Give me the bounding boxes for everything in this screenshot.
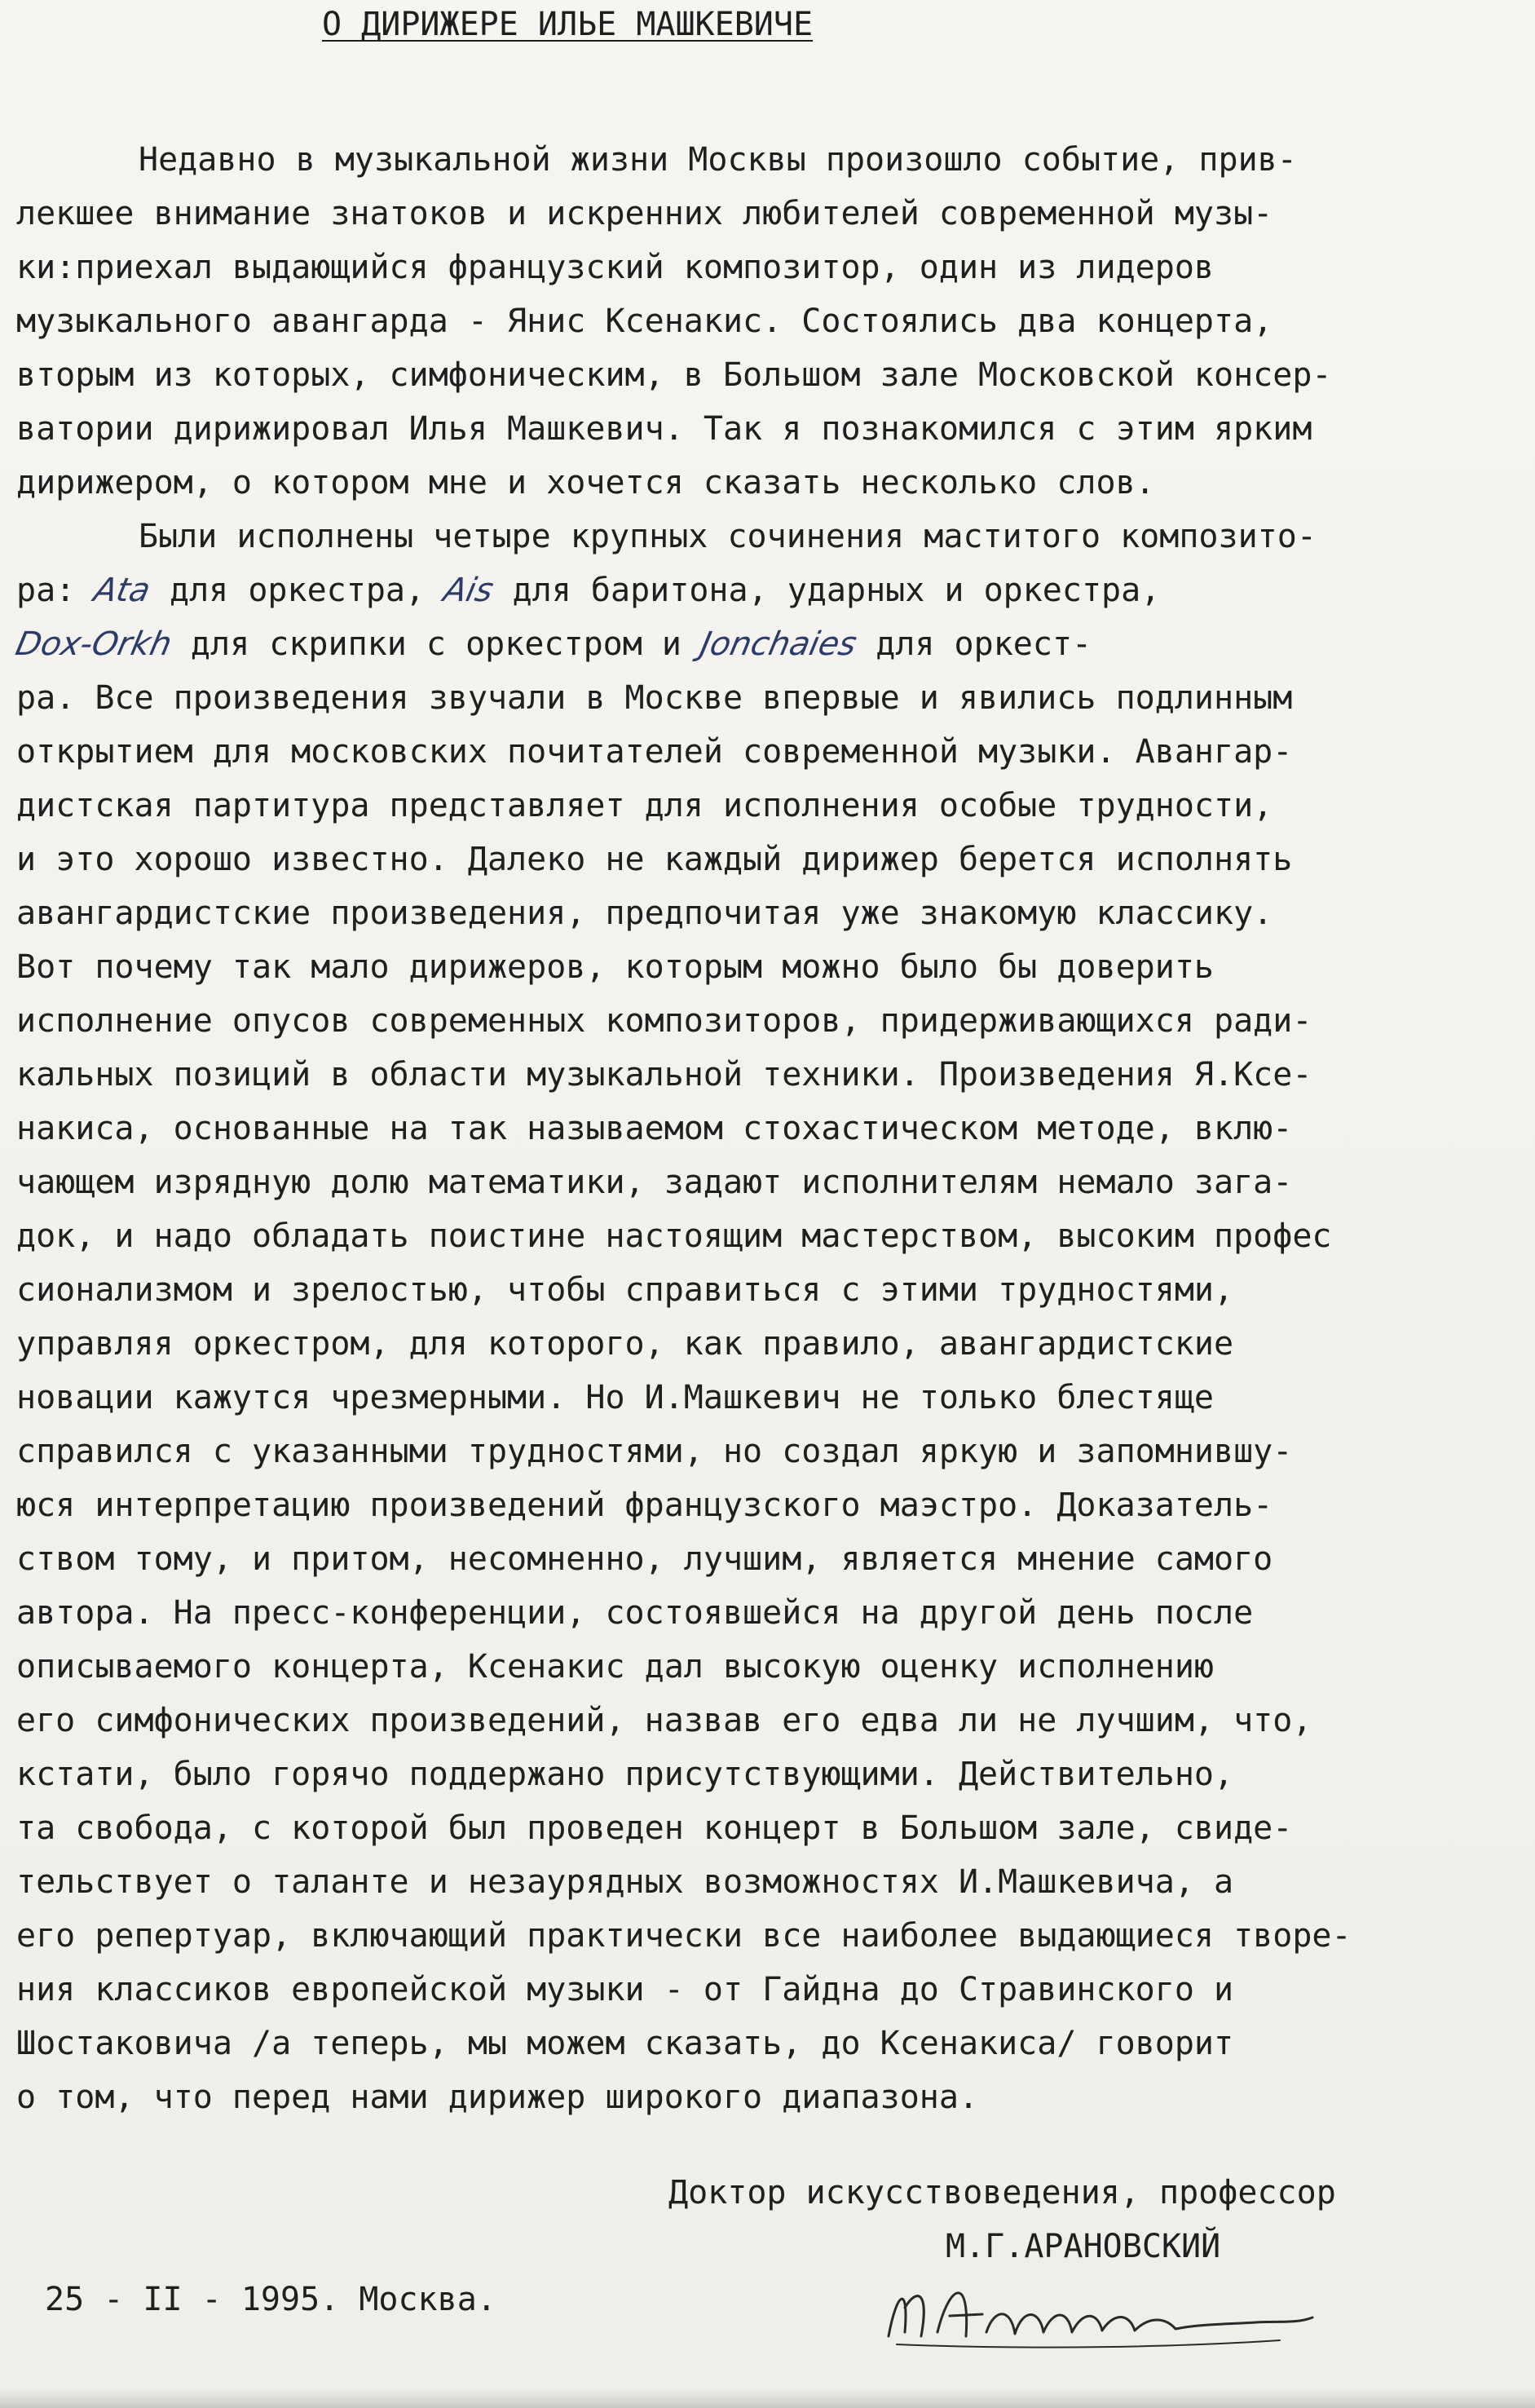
works-text: для оркестра,	[170, 572, 426, 609]
handwritten-work-title: Ata	[90, 572, 154, 609]
handwritten-signature	[872, 2259, 1329, 2365]
author-name: М.Г.АРАНОВСКИЙ	[946, 2228, 1221, 2265]
works-text: для скрипки с оркестром и	[190, 625, 681, 663]
handwritten-work-title: Dox-Orkh	[12, 625, 175, 663]
body-line: тельствует о таланте и незаурядных возможностях И.Машкевича, а	[16, 1863, 1234, 1901]
signature-block	[668, 2166, 1336, 2273]
body-line: дистская партитура представляет для исполнения особые трудности,	[16, 787, 1273, 824]
body-line: ством тому, и притом, несомненно, лучшим, является мнение самого	[16, 1540, 1273, 1578]
letter-body	[12, 133, 1516, 2124]
body-line: открытием для московских почитателей современной музыки. Авангар-	[16, 733, 1293, 771]
handwritten-work-title: Ais	[440, 572, 497, 609]
document-date: 25 - II - 1995. Москва.	[45, 2281, 496, 2318]
body-line: ния классиков европейской музыки - от Гайдна до Стравинского и	[16, 1971, 1234, 2008]
works-text: для оркест-	[876, 625, 1092, 663]
body-line: юся интерпретацию произведений французского маэстро. Доказатель-	[16, 1487, 1273, 1524]
body-line: и это хорошо известно. Далеко не каждый дирижер берется исполнять	[16, 841, 1293, 878]
works-line	[12, 617, 1516, 671]
body-line: вторым из которых, симфоническим, в Большом зале Московской консер-	[16, 356, 1332, 394]
body-line: ватории дирижировал Илья Машкевич. Так я познакомился с этим ярким	[16, 410, 1312, 448]
body-line: его репертуар, включающий практически все наиболее выдающиеся творе-	[16, 1917, 1352, 1955]
works-text: для баритона, ударных и оркестра,	[512, 572, 1161, 609]
body-line: управляя оркестром, для которого, как правило, авангардистские	[16, 1325, 1234, 1363]
body-line: лекшее внимание знатоков и искренних любителей современной музы-	[16, 195, 1273, 232]
body-line: Вот почему так мало дирижеров, которым можно было бы доверить	[16, 948, 1215, 986]
body-line: док, и надо обладать поистине настоящим мастерством, высоким профес	[16, 1217, 1332, 1255]
works-text: ра:	[16, 572, 76, 609]
handwritten-work-title: Jonchaies	[697, 625, 861, 663]
document-title: О ДИРИЖЕРЕ ИЛЬЕ МАШКЕВИЧЕ	[322, 6, 814, 43]
page-bottom-edge	[0, 2390, 1535, 2408]
body-line: новации кажутся чрезмерными. Но И.Машкевич не только блестяще	[16, 1379, 1215, 1416]
body-line: Шостаковича /а теперь, мы можем сказать, до Ксенакиса/ говорит	[16, 2025, 1234, 2062]
body-line: описываемого концерта, Ксенакис дал высокую оценку исполнению	[16, 1648, 1215, 1686]
body-line: авангардистские произведения, предпочитая уже знакомую классику.	[16, 895, 1273, 932]
author-position: Доктор искусствоведения, профессор	[668, 2174, 1336, 2211]
body-line: дирижером, о котором мне и хочется сказать несколько слов.	[16, 464, 1155, 501]
body-line: автора. На пресс-конференции, состоявшейся на другой день после	[16, 1594, 1254, 1632]
body-line: накиса, основанные на так называемом стохастическом методе, вклю-	[16, 1110, 1293, 1147]
body-line: Были исполнены четыре крупных сочинения маститого композито-	[139, 518, 1317, 555]
body-line: музыкального авангарда - Янис Ксенакис. Состоялись два концерта,	[16, 303, 1273, 340]
body-line: исполнение опусов современных композиторов, придерживающихся ради-	[16, 1002, 1312, 1040]
body-line: ра. Все произведения звучали в Москве впервые и явились подлинным	[16, 679, 1293, 717]
body-line: кстати, было горячо поддержано присутствующими. Действительно,	[16, 1756, 1234, 1793]
body-line: Недавно в музыкальной жизни Москвы произошло событие, прив-	[139, 141, 1297, 179]
body-line: ки:приехал выдающийся французский композитор, один из лидеров	[16, 249, 1215, 286]
body-line: о том, что перед нами дирижер широкого диапазона.	[16, 2079, 979, 2116]
body-line: его симфонических произведений, назвав его едва ли не лучшим, что,	[16, 1702, 1312, 1739]
body-line: та свобода, с которой был проведен концерт в Большом зале, свиде-	[16, 1809, 1293, 1847]
body-line: сионализмом и зрелостью, чтобы справиться с этими трудностями,	[16, 1271, 1234, 1309]
body-continuation	[16, 671, 1516, 2124]
body-line: чающем изрядную долю математики, задают исполнителям немало зага-	[16, 1164, 1293, 1201]
body-line: справился с указанными трудностями, но создал яркую и запомнившу-	[16, 1433, 1293, 1470]
body-line: кальных позиций в области музыкальной техники. Произведения Я.Ксе-	[16, 1056, 1312, 1094]
works-line	[16, 563, 1516, 617]
